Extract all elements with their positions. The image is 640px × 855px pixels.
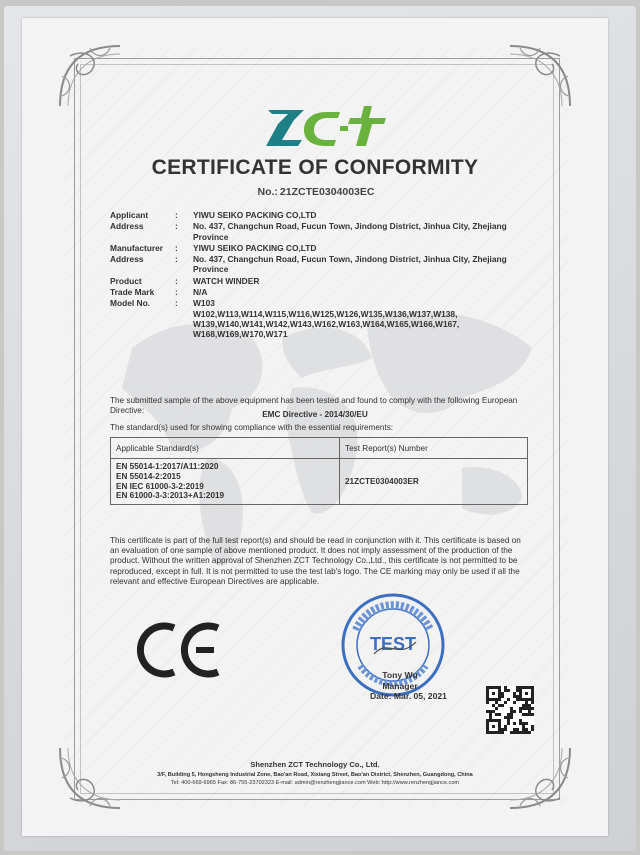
tested-statement: The submitted sample of the above equipment has been tested and found to comply with the following European Directive: [110, 396, 518, 415]
standards-list: EN 55014-1:2017/A11:2020 EN 55014-2:2015 EN IEC 61000-3-2:2019 EN 61000-3-3:2013+A1:2019 [111, 459, 340, 505]
certificate-number: No.: 21ZCTE0304003EC [257, 186, 375, 198]
field-colon: : [175, 210, 178, 220]
corner-ornament-icon [50, 738, 130, 818]
standards-intro: The standard(s) used for showing compliance with the essential requirements: [110, 423, 394, 432]
field-label: Address [110, 254, 144, 265]
field-value: No. 437, Changchun Road, Fucun Town, Jindong District, Jinhua City, Zhejiang Province [193, 221, 507, 242]
field-label: Product [110, 275, 142, 286]
field-value: W103 W102,W113,W114,W115,W116,W125,W126,W135,W136,W137,W138, W139,W140,W141,W142,W143,W162,W163,W164,W165,W166,W167, W168,W169,W170,W171 [193, 298, 460, 340]
footer-company: Shenzhen ZCT Technology Co., Ltd. [250, 760, 380, 769]
field-value: YIWU SEIKO PACKING CO,LTD [193, 210, 317, 220]
field-colon: : [175, 221, 178, 232]
zct-logo [264, 102, 388, 152]
field-colon: : [175, 242, 178, 253]
field-row [110, 243, 530, 253]
footer-address: 3/F, Building 5, Hongsheng Industrial Zone, Bao'an Road, Xixiang Street, Bao'an District, Shenzhen, Guangdong, China [157, 772, 473, 778]
field-colon: : [175, 275, 178, 286]
standards-column-header: Applicable Standard(s) [111, 438, 340, 459]
field-colon: : [175, 298, 178, 309]
signer-title: Manager [382, 680, 418, 691]
field-row [110, 210, 530, 220]
field-row [110, 276, 530, 286]
field-value: No. 437, Changchun Road, Fucun Town, Jindong District, Jinhua City, Zhejiang Province [193, 254, 507, 275]
field-label: Address [110, 221, 144, 232]
certificate-title: CERTIFICATE OF CONFORMITY [151, 156, 479, 179]
ce-mark-icon [134, 620, 224, 680]
corner-ornament-icon [50, 36, 130, 116]
signer-name: Tony Wu [382, 670, 418, 680]
field-row [110, 221, 530, 242]
field-value: N/A [193, 287, 208, 298]
svg-text:TEST: TEST [369, 634, 417, 654]
field-label: Model No. [110, 298, 151, 309]
directive-name: EMC Directive - 2014/30/EU [262, 410, 368, 419]
qr-code-icon [486, 686, 534, 734]
field-value: WATCH WINDER [193, 275, 260, 286]
report-column-header: Test Report(s) Number [340, 438, 528, 459]
corner-ornament-icon [500, 738, 580, 818]
field-label: Manufacturer [110, 242, 164, 253]
field-label: Trade Mark [110, 287, 155, 298]
certificate-notice: This certificate is part of the full test report(s) and should be read in conjunction with it. This certificate is based on an evaluation of one sample of above mentioned product. It does not imply assessment of the production of the product. Without the written approval of Shenzhen ZCT Technology Co.,Ltd., this certificate is not permitted to be reproduced, except in full. It is not permitted to use the test lab's logo. The CE marking may only be used if all the relevant and effective European Directives are applicable. [110, 536, 521, 586]
field-colon: : [175, 254, 178, 265]
certificate-fields [110, 210, 530, 341]
field-label: Applicant [110, 210, 149, 220]
signer-block [370, 670, 447, 702]
corner-ornament-icon [500, 36, 580, 116]
field-value: YIWU SEIKO PACKING CO,LTD [193, 242, 317, 253]
table-row [111, 459, 528, 505]
certificate-page [22, 18, 608, 836]
field-row [110, 254, 530, 275]
footer-contact: Tel: 400-669-6965 Fax: 86-755-23702323 E-mail: admin@renzhengjiance.com Web: http://www.renzhengjiance.com [170, 780, 460, 786]
field-row [110, 298, 530, 339]
field-row [110, 287, 530, 297]
field-colon: : [175, 287, 178, 298]
issue-date: Date: Mar. 05, 2021 [370, 691, 447, 701]
report-number: 21ZCTE0304003ER [340, 459, 528, 505]
table-header-row [111, 438, 528, 459]
standards-table [110, 437, 528, 505]
